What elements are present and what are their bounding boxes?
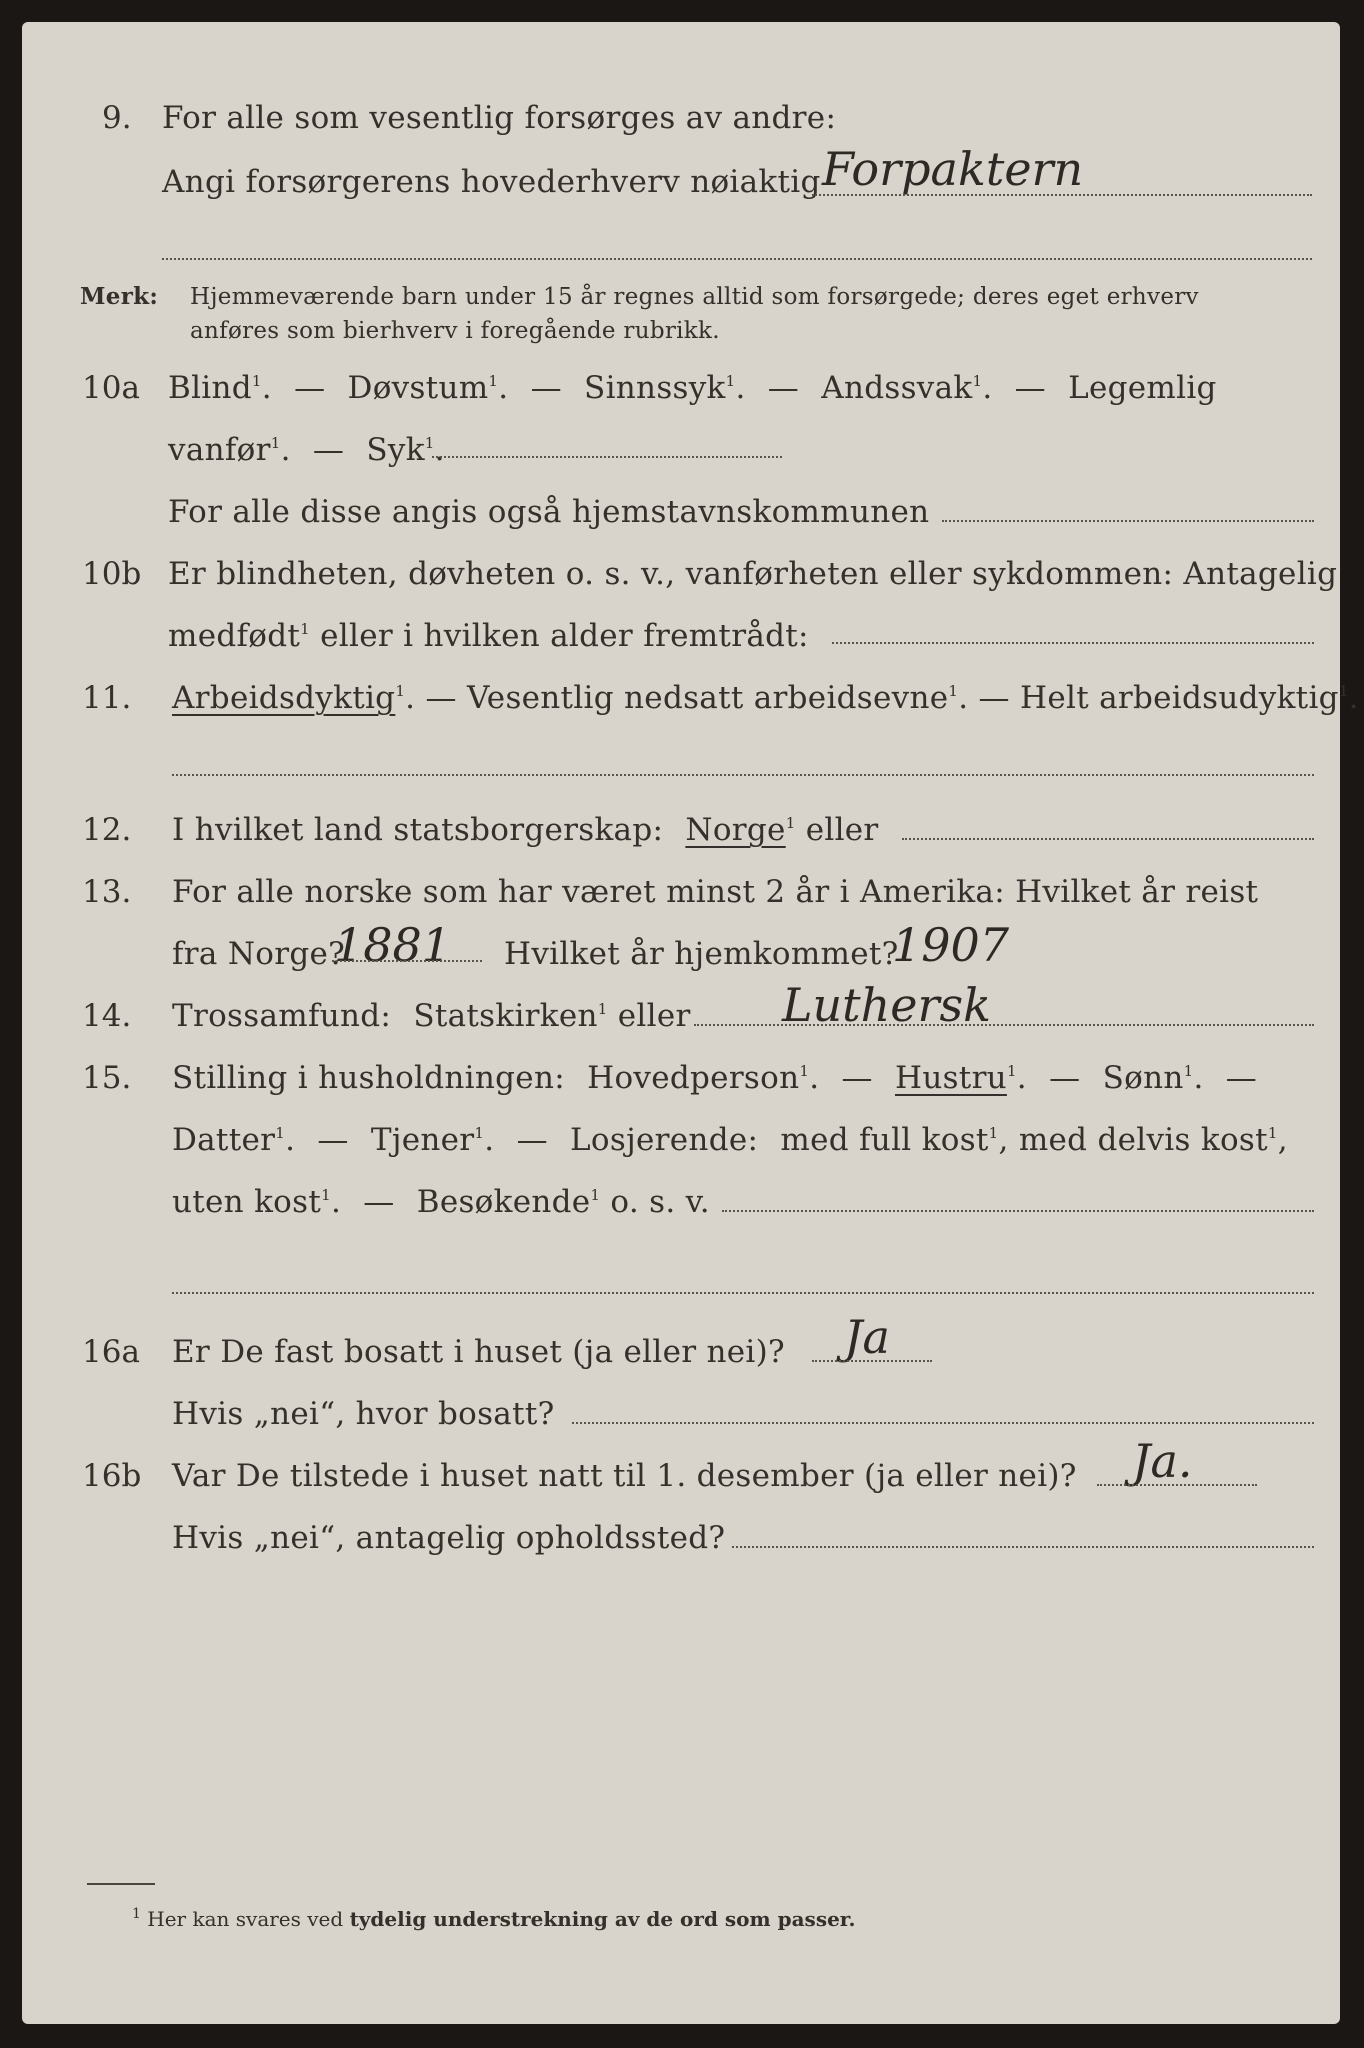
option-full-kost: med full kost xyxy=(780,1122,989,1158)
q9-handwritten-answer: Forpaktern xyxy=(822,142,1084,196)
q10a-kommune-line xyxy=(942,520,1314,522)
footnote-rule xyxy=(87,1883,155,1885)
q10a-line3: For alle disse angis også hjemstavnskommunen xyxy=(168,494,930,530)
option-hovedperson: Hovedperson xyxy=(587,1060,800,1096)
q16b-line2: Hvis „nei“, antagelig opholdssted? xyxy=(172,1520,726,1556)
q10a-line2: vanfør$^1$. — Syk$^1$. xyxy=(168,432,445,468)
q16b-handwritten-answer: Ja. xyxy=(1132,1434,1193,1488)
option-besokende: Besøkende xyxy=(416,1184,591,1220)
q13-hjemkommet: Hvilket år hjemkommet? xyxy=(504,936,899,972)
q13-line1: For alle norske som har været minst 2 år i Amerika: Hvilket år reist xyxy=(172,874,1259,910)
q9-line1: For alle som vesentlig forsørges av andre: xyxy=(162,100,837,136)
option-medfodt: medfødt xyxy=(168,618,301,654)
q16b-answer-line xyxy=(1097,1484,1257,1486)
q16a-number: 16a xyxy=(82,1334,140,1370)
q9-number: 9. xyxy=(102,100,132,136)
q10a-line1: Blind$^1$. — Døvstum$^1$. — Sinnssyk$^1$. — Andssvak$^1$. — Legemlig xyxy=(168,370,1217,406)
q13-handwritten-year-returned: 1907 xyxy=(892,918,1010,972)
option-sinnssyk: Sinnssyk xyxy=(584,370,726,406)
option-blind: Blind xyxy=(168,370,252,406)
q12-number: 12. xyxy=(82,812,132,848)
q16a-bosatt-line xyxy=(572,1422,1314,1424)
census-form-page xyxy=(22,22,1359,2024)
q11-number: 11. xyxy=(82,680,132,716)
option-syk: Syk xyxy=(366,432,425,468)
q16a-line2: Hvis „nei“, hvor bosatt? xyxy=(172,1396,555,1432)
q10b-line1: Er blindheten, døvheten o. s. v., vanførheten eller sykdommen: Antagelig xyxy=(168,556,1338,592)
option-delvis-kost: med delvis kost xyxy=(1018,1122,1268,1158)
q16b-number: 16b xyxy=(82,1458,142,1494)
q11-extra-line xyxy=(172,774,1314,776)
option-hustru-underlined: Hustru xyxy=(895,1060,1007,1096)
q14-line: Trossamfund: Statskirken$^1$ eller xyxy=(172,998,691,1034)
q12-line: I hvilket land statsborgerskap: Norge$^1$ eller xyxy=(172,812,879,848)
option-datter: Datter xyxy=(172,1122,276,1158)
q9-answer-line xyxy=(812,194,1312,196)
option-statskirken: Statskirken xyxy=(413,998,598,1034)
q10b-number: 10b xyxy=(82,556,142,592)
option-nedsatt: Vesentlig nedsatt arbeidsevne xyxy=(466,680,949,716)
merk-line1: Hjemmeværende barn under 15 år regnes alltid som forsørgede; deres eget erhverv xyxy=(190,284,1199,310)
q15-number: 15. xyxy=(82,1060,132,1096)
q10b-line2: medfødt$^1$ eller i hvilken alder fremtrådt: xyxy=(168,618,809,654)
option-norge-underlined: Norge xyxy=(685,812,786,848)
merk-line2: anføres som bierhverv i foregående rubrikk. xyxy=(190,318,720,344)
q12-answer-line xyxy=(902,838,1314,840)
q16a-handwritten-answer: Ja xyxy=(844,1310,890,1364)
option-uten-kost: uten kost xyxy=(172,1184,322,1220)
q10a-number: 10a xyxy=(82,370,140,406)
option-sonn: Sønn xyxy=(1102,1060,1184,1096)
merk-label: Merk: xyxy=(80,283,159,310)
q13-number: 13. xyxy=(82,874,132,910)
q9-extra-line xyxy=(162,258,1312,260)
q16b-line1: Var De tilstede i huset natt til 1. desember (ja eller nei)? xyxy=(172,1458,1077,1494)
footnote: $^1$ Her kan svares ved tydelig understrekning av de ord som passer. xyxy=(132,1906,856,1931)
option-dovstum: Døvstum xyxy=(347,370,489,406)
q15-line1: Stilling i husholdningen: Hovedperson$^1$. — Hustru$^1$. — Sønn$^1$. — xyxy=(172,1060,1258,1096)
q10a-syk-line xyxy=(432,456,782,458)
q11-line: Arbeidsdyktig$^1$. — Vesentlig nedsatt arbeidsevne$^1$. — Helt arbeidsudyktig$^1$. xyxy=(172,680,1359,716)
q13-year-left-line xyxy=(332,960,482,962)
option-vanfor: vanfør xyxy=(168,432,271,468)
q9-line2: Angi forsørgerens hovederhverv nøiaktig xyxy=(162,164,821,200)
q16a-answer-line xyxy=(812,1360,932,1362)
option-arbeidsdyktig-underlined: Arbeidsdyktig xyxy=(172,680,396,716)
q15-line3: uten kost$^1$. — Besøkende$^1$ o. s. v. xyxy=(172,1184,710,1220)
option-udyktig: Helt arbeidsudyktig xyxy=(1020,680,1339,716)
q14-answer-line xyxy=(694,1024,1314,1026)
q10b-answer-line xyxy=(832,642,1314,644)
option-legemlig: Legemlig xyxy=(1068,370,1217,406)
q15-extra-line xyxy=(172,1292,1314,1294)
option-tjener: Tjener xyxy=(370,1122,475,1158)
q14-handwritten-answer: Luthersk xyxy=(782,978,991,1032)
q16a-line1: Er De fast bosatt i huset (ja eller nei)? xyxy=(172,1334,785,1370)
q15-answer-line xyxy=(722,1210,1314,1212)
q15-line2: Datter$^1$. — Tjener$^1$. — Losjerende: med full kost$^1$, med delvis kost$^1$, xyxy=(172,1122,1288,1158)
q16b-opholdssted-line xyxy=(732,1546,1314,1548)
q13-fra-norge: fra Norge? xyxy=(172,936,346,972)
q13-handwritten-year-left: 1881 xyxy=(334,918,452,972)
option-andssvak: Andssvak xyxy=(821,370,973,406)
q14-number: 14. xyxy=(82,998,132,1034)
